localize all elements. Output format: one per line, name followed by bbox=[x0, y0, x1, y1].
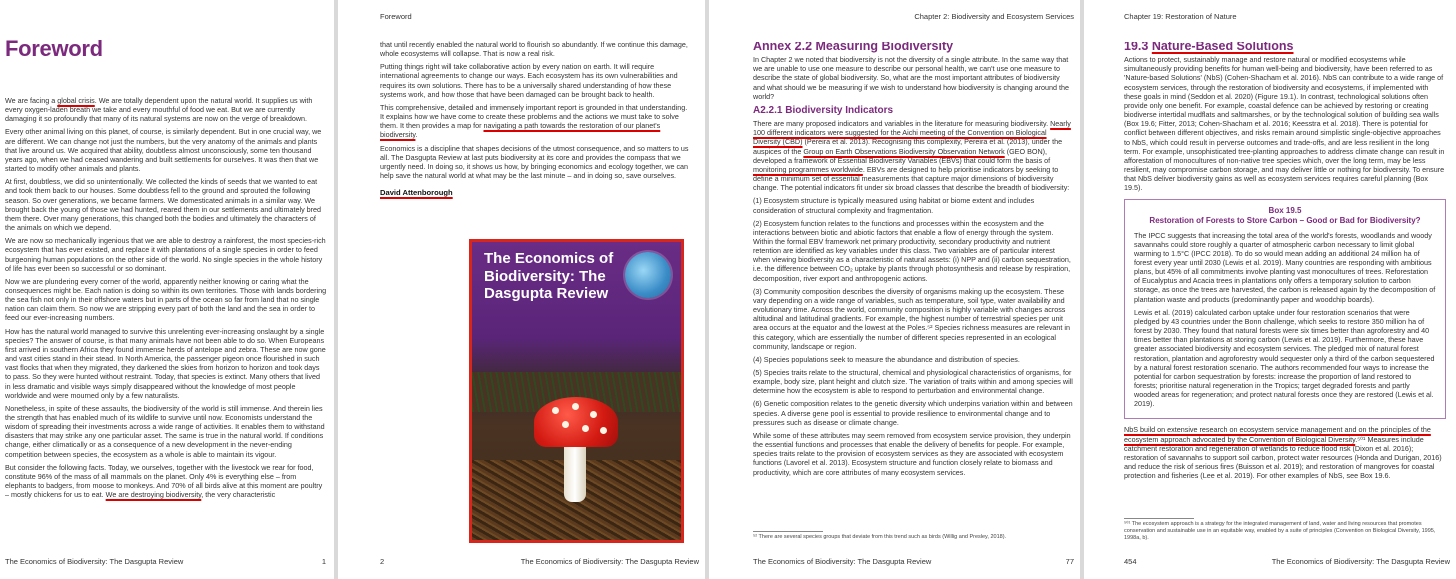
page-body bbox=[5, 96, 327, 544]
paragraph: At first, doubtless, we did so unintentionally. We collected the kinds of seeds that we wanted to eat and took them back to our houses. Some doubtless fell to the ground and sprouted the following season. So over generations, we became farmers. We domesticated animals in a similar way. We brought back the young of those we had hunted, reared them in our settlements and ultimately bred them there. Over many generations, this changed both the bodies and ultimately the characters of the animals on which we depend. bbox=[5, 177, 322, 233]
cap-spot bbox=[582, 425, 589, 432]
cap-spot bbox=[600, 427, 607, 434]
page-foreword-2 bbox=[338, 0, 705, 579]
globe-logo-icon bbox=[625, 252, 671, 298]
paragraph: Nonetheless, in spite of these assaults, the biodiversity of the world is still immense. And therein lies the strength that has enabled much of its wildlife to survive until now. Economists understand the wisdom of spreading their investments across a wide range of activities. It enables them to withstand disasters that may strike any one particular asset. The same is true in the natural world. If conditions change, either climatically or as a consequence of a new development in the never-ending competition between species, the ecosystem as a whole is able to maintain its vigour. bbox=[5, 403, 325, 459]
footer: The Economics of Biodiversity: The Dasgupta Review bbox=[5, 557, 184, 566]
page-foreword-1 bbox=[0, 0, 334, 579]
highlight: global crisis bbox=[57, 96, 95, 105]
page-body bbox=[753, 42, 1073, 532]
page-annex bbox=[709, 0, 1080, 579]
paragraph: This comprehensive, detailed and immensely important report is grounded in that understanding. It explains how we have come to create these problems and the actions we must take to solve them. It then provides a map for navigating a path towards the restoration of our planet's biodiversity. bbox=[380, 102, 688, 140]
box-title: Restoration of Forests to Store Carbon – Good or Bad for Biodiversity? bbox=[1149, 215, 1421, 225]
paragraph: Lewis et al. (2019) calculated carbon uptake under four restoration scenarios that were pledged by 43 countries under the Bonn challenge, which seeks to restore 350 million ha of forest by 2030. They found that natural forests were six times better than agroforestry and 40 times better than plantations at storing carbon (Lewis et al. 2019). Furthermore, these have greater associated biodiversity and ecosystem services. The pledged mix of natural forest restoration, plantation and agroforestry would sequester only a third of the carbon sequestered by a natural forest restoration scenario. The authors recommended four ways to increase the potential for carbon sequestration by forests: increase the proportion of land restored to forests; prioritise natural regeneration in the Tropics; target degraded forests and partly wooded areas for regeneration; and protect natural forests once they are restored (Lewis et al. 2019). bbox=[1134, 307, 1435, 409]
cap-spot bbox=[552, 407, 559, 414]
list-item: (2) Ecosystem function relates to the functions and processes within the ecosystem and the interactions between biotic and abiotic factors that enable a flow of energy through the system. Within the formal EBV framework net primary productivity, secondary productivity and nutrient retention are identified as key variables under this class. Two variables are of particular interest when viewing biodiversity as a characteristic of natural assets: (i) NPP and (ii) carbon sequestration, i.e. the difference between CO₂ uptake by plants through photosynthesis and release by respiration, decomposition, river export and anthropogenic actions. bbox=[753, 218, 1071, 283]
section-title: 19.3 Nature-Based Solutions bbox=[1124, 42, 1294, 53]
cap-spot bbox=[590, 411, 597, 418]
subsection-heading: A2.2.1 Biodiversity Indicators bbox=[753, 104, 894, 116]
cap-spot bbox=[562, 421, 569, 428]
paragraph: Actions to protect, sustainably manage and restore natural or modified ecosystems while simultaneously providing benefits for human well-being and biodiversity, have been referred to as 'Nature-based Solutions' (NbS) (Cohen-Shacham et al. 2016). NbS can contribute to a wide range of ecosystem services, through the restoration of biodiversity and ecosystems, if implemented with these goals in mind (Seddon et al. 2020) (Figure 19.1). In contrast, technological solutions often provide only one benefit. For example, coastal defence can be achieved by restoring or creating biodiverse intertidal mudflats and saltmarshes, or by the technological solution of building sea walls (Box 19.6; Fitter, 2013; Cohen-Shacham et al. 2016; Keesstra et al. 2018). There is potential for conflict between different objectives, and risks remain around simplistic single-objective approaches to NbS, which could result in perverse outcomes and trade-offs, and are less resilient in the long term. For example, unsophisticated tree-planting approaches to address climate change can result in afforestation of monocultures of non-native tree species which, over the long term, may be less resilient, may compromise carbon storage, and may deliver little or nothing for biodiversity. To ensure that NbS deliver biodiversity gains as well as ecosystem services requires careful planning (Box 19.5). bbox=[1124, 55, 1445, 193]
paragraph: While some of these attributes may seem removed from ecosystem service provision, they underpin the essential functions and processes that enable the delivery of benefits for people. For example, species traits relate to the provision of ecosystem services as they are associated with ecosystem functions (Lavorel et al. 2013). Ecosystem structure and function closely relate to biomass and productivity, which are core attributes of many ecosystem services. bbox=[753, 430, 1071, 477]
list-item: (6) Genetic composition relates to the genetic diversity which underpins variation within and between species. A diverse gene pool is essential to provide resilience to environmental change and to pressures such as disease or climate change. bbox=[753, 399, 1073, 427]
highlight: monitoring programmes worldwide bbox=[753, 164, 863, 174]
footnote: ⁵² There are several species groups that deviate from this trend such as birds (Willig and Presley, 2018). bbox=[753, 534, 1007, 540]
list-item: (1) Ecosystem structure is typically measured using habitat or biome extent and includes consideration of structural complexity and fragmentation. bbox=[753, 196, 1035, 215]
signature: David Attenborough bbox=[380, 188, 453, 198]
highlight: Group on Earth Observations Biodiversity Observation Network bbox=[803, 146, 1005, 156]
paragraph: that until recently enabled the natural world to flourish so abundantly. If we continue this damage, whole ecosystems will collapse. That is now a real risk. bbox=[380, 40, 688, 59]
paragraph: Economics is a discipline that shapes decisions of the utmost consequence, and so matters to us all. The Dasgupta Review at last puts biodiversity at its core and provides the compass that we urgently need. In doing so, it shows us how, by bringing economics and ecology together, we can help save the natural world at what may be the last minute – and in doing so, save ourselves. bbox=[380, 143, 689, 181]
page-number: 77 bbox=[1065, 557, 1074, 566]
paragraph: In Chapter 2 we noted that biodiversity is not the diversity of a single attribute. In the same way that we are unable to use one measure to describe our personal health, we can't use one measure to describe the state of global biodiversity. So, what are the most important attributes of biodiversity and what should we be measuring if we wish to understand how biodiversity is changing around the world? bbox=[753, 55, 1070, 101]
running-head: Foreword bbox=[380, 12, 412, 21]
page-chapter-19 bbox=[1084, 0, 1456, 579]
paragraph: We are facing a global crisis. We are totally dependent upon the natural world. It supplies us with every oxygen-laden breath we take and every mouthful of food we eat. But we are currently damaging it so profoundly that many of its natural systems are now on the verge of breakdown. bbox=[5, 96, 313, 124]
highlight: We are destroying biodiversity bbox=[105, 490, 202, 500]
paragraph: The IPCC suggests that increasing the total area of the world's forests, woodlands and woody savannahs could store roughly a quarter of atmospheric carbon necessary to limit global warming to 1.5°C (IPCC 2018). To do so would mean adding an additional 24 million ha of forest every year until 2030 (Lewis et al. 2019). Many countries are responding with ambitious plans, but 45% of all commitments involve planting vast monocultures of trees. Reforestation of Eucalyptus and Acacia trees in plantations only offers a temporary solution to carbon storage, as once the trees are harvested, the carbon is released again by the decomposition of plantation waste and products (predominantly paper and woodchip boards). bbox=[1134, 230, 1436, 304]
paragraph: Putting things right will take collaborative action by every nation on earth. It will require international agreements to change our ways. Each ecosystem has its own vulnerabilities and requires its own solutions. There has to be a universally shared understanding of how these systems work, and how those that have been damaged can be brought back to health. bbox=[380, 62, 678, 99]
annex-title: Annex 2.2 Measuring Biodiversity bbox=[753, 42, 954, 53]
highlight: NbS build on extensive research on ecosystem service management and on the principles of the ecosystem approach advocated by the Convention of Biological Diversity bbox=[1124, 425, 1431, 444]
footnote: ⁵⁰¹ The ecosystem approach is a strategy for the integrated management of land, water and living resources that promotes conservation and sustainable use in an equitable way, enabled by a suite of principles (Convention on Biological Diversity, 1995, 1998a, b). bbox=[1124, 521, 1436, 541]
footnote-rule bbox=[1124, 518, 1194, 519]
page-title: Foreword bbox=[5, 36, 103, 61]
footer: The Economics of Biodiversity: The Dasgupta Review bbox=[753, 557, 932, 566]
page-number: 2 bbox=[380, 557, 385, 566]
page-body bbox=[380, 40, 692, 230]
page-number: 1 bbox=[321, 557, 326, 566]
footer: The Economics of Biodiversity: The Dasgupta Review bbox=[1271, 557, 1450, 566]
highlight: navigating a path towards the restoration of our planet's biodiversity bbox=[380, 121, 661, 140]
paragraph: Now we are plundering every corner of the world, apparently neither knowing or caring what the consequences might be. Each nation is doing so within its own territories. Those with lands bordering the sea fish not only in their offshore waters but in parts of the ocean so far from land that no single nation can claim them. So now we are stripping every part of both the land and the sea in order to feed our ever-increasing numbers. bbox=[5, 276, 327, 323]
running-head: Chapter 2: Biodiversity and Ecosystem Services bbox=[914, 12, 1074, 21]
page-number: 454 bbox=[1124, 557, 1137, 566]
paragraph: How has the natural world managed to survive this unrelenting ever-increasing onslaught by a single species? The answer of course, is that many animals have not been able to do so. When Europeans first arrived in southern Africa they found immense herds of antelope and zebra. These are now gone and vast cities stand in their stead. In North America, the passenger pigeon once flourished in such vast flocks that when they migrated, they darkened the skies from horizon to horizon and took days to pass. So they were hunted without restraint. Today, that species is extinct. Many others that lived in less dramatic and visible ways simply disappeared without the knowledge of most people worldwide and were mourned only by a few naturalists. bbox=[5, 326, 326, 400]
cover-title: The Economics of Biodiversity: The Dasgupta Review bbox=[484, 250, 614, 302]
mushroom-cap bbox=[534, 397, 618, 447]
report-cover-image bbox=[469, 239, 684, 543]
paragraph: But consider the following facts. Today, we ourselves, together with the livestock we rear for food, constitute 96% of the mass of all mammals on the planet. Only 4% is everything else – from elephants to badgers, from moose to monkeys. And 70% of all birds alive at this moment are poultry – mostly chickens for us to eat. We are destroying biodiversity, the very characteristic bbox=[5, 462, 323, 500]
paragraph: Every other animal living on this planet, of course, is similarly dependent. But in one crucial way, we are different. We can change not just the numbers, but the very anatomy of the animals and plants that live around us. We acquired that ability, doubtless almost unconsciously, some ten thousand years ago, when we had ceased wandering and built settlements for ourselves. It was then that we started to modify other animals and plants. bbox=[5, 127, 322, 174]
box-number: Box 19.5 bbox=[1268, 205, 1302, 215]
list-item: (4) Species populations seek to measure the abundance and distribution of species. bbox=[753, 354, 1020, 364]
footer: The Economics of Biodiversity: The Dasgupta Review bbox=[520, 557, 699, 566]
list-item: (5) Species traits relate to the structural, chemical and physiological characteristics of organisms, for example, body size, plant height and clutch size. The variation of traits within and among species will determine how the ecosystem is able to respond to perturbation and environmental change. bbox=[753, 368, 1073, 396]
highlight: Nearly 100 different indicators were suggested for the Aichi meeting of the Convention on Biological Diversity (CBD) bbox=[753, 119, 1071, 147]
paragraph: We are now so mechanically ingenious that we are able to destroy a rainforest, the most species-rich ecosystem that has ever existed, and replace it with plantations of a single species in order to feed burgeoning human populations on the other side of the world. No single species in the whole history of life has ever been so successful or so dominant. bbox=[5, 236, 326, 273]
footnote-rule bbox=[753, 531, 823, 532]
list-item: (3) Community composition describes the diversity of organisms making up the ecosystem. These vary depending on a wide range of variables, such as temperature, soil type, water availability and evolutionary time. Across the world, community composition is highly variable with changes across altitudinal and latitudinal gradients. For example, the highest number of terrestrial species per unit area occurs at the equator and the lowest at the Poles.⁵² Species richness measures are relevant in this category, which are essentially the number of different species represented in an ecological community, landscape or region. bbox=[753, 286, 1071, 351]
cap-spot bbox=[572, 403, 579, 410]
paragraph: NbS build on extensive research on ecosystem service management and on the principles of the ecosystem approach advocated by the Convention of Biological Diversity.⁵⁰¹ Measures include catchment restoration and regeneration of wetlands to reduce flood risk (Dixon et al. 2016); restoration of savannahs to support soil carbon, protect water resources (Honda and Durigan, 2016) and reduce the risk of serious fires (Buisson et al. 2019); and restoration of mangroves for coastal protection and fisheries (Lee et al. 2019). For other examples of NbS, see Box 19.6. bbox=[1124, 425, 1442, 481]
box-19-5 bbox=[1124, 199, 1446, 420]
page-body bbox=[1124, 42, 1446, 517]
running-head: Chapter 19: Restoration of Nature bbox=[1124, 12, 1237, 21]
paragraph: There are many proposed indicators and variables in the literature for measuring biodiversity. Nearly 100 different indicators were suggested for the Aichi meeting of the Convention on Biological Diversity (CBD) (Pereira et al. 2013). Recognising this complexity, Pereira et al. (2013), under the auspices of the Group on Earth Observations Biodiversity Observation Network (GEO BON), developed a framework of Essential Biodiversity Variables (EBVs) that could form the basis of monitoring programmes worldwide. EBVs are designed to help prioritise indicators by seeking to define a minimum set of essential measurements that capture major dimensions of biodiversity change. The potential indicators fit under six broad classes that describe the breadth of biodiversity: bbox=[753, 119, 1071, 193]
